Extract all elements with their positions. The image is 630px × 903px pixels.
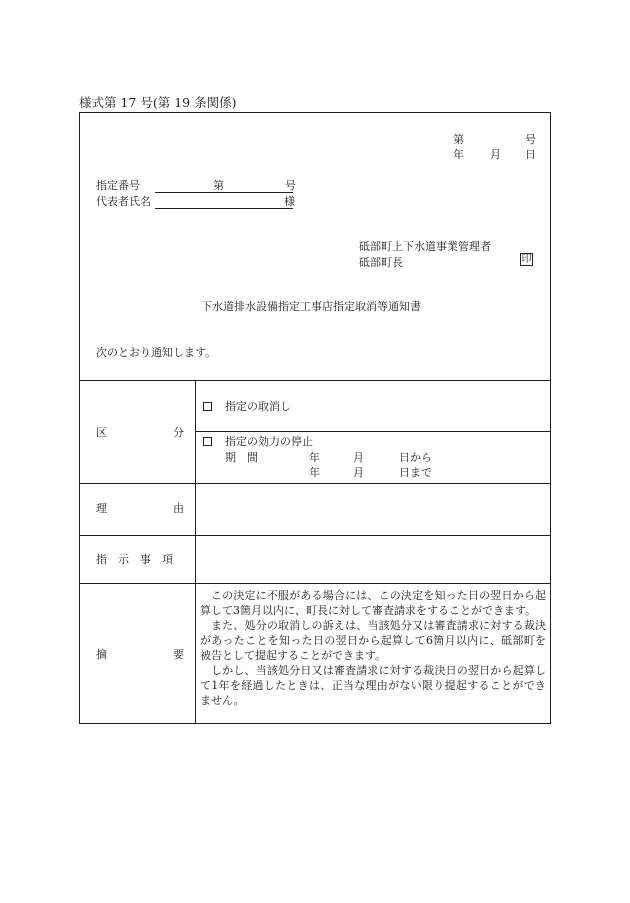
period-label: 期 間 bbox=[225, 451, 258, 464]
reason-label: 理 由 bbox=[96, 502, 184, 515]
designation-no-suffix: 号 bbox=[285, 179, 296, 192]
issue-no-suffix: 号 bbox=[525, 133, 536, 146]
designation-no-prefix: 第 bbox=[213, 179, 224, 192]
representative-name-label: 代表者氏名 bbox=[96, 195, 151, 208]
row-divider-reason bbox=[79, 483, 551, 484]
period-to-day: 日まで bbox=[399, 466, 432, 479]
designation-no-label: 指定番号 bbox=[96, 179, 140, 192]
form-number-label: 様式第 17 号(第 19 条関係) bbox=[79, 95, 237, 110]
issue-day: 日 bbox=[525, 148, 536, 161]
summary-text bbox=[200, 588, 546, 708]
issue-year: 年 bbox=[453, 148, 464, 161]
summary-label: 摘 要 bbox=[96, 648, 184, 661]
issuer-line-1: 砥部町上下水道事業管理者 bbox=[359, 240, 491, 253]
summary-paragraph: しかし、当該処分日又は審査請求に対する裁決日の翌日から起算して1年を経過したときは、正当な理由がない限り提起することができません。 bbox=[200, 664, 546, 707]
issuer-line-2: 砥部町長 bbox=[359, 256, 403, 269]
revocation-checkbox[interactable] bbox=[203, 402, 212, 411]
period-from-day: 日から bbox=[399, 451, 432, 464]
option-revocation-label: 指定の取消し bbox=[225, 400, 291, 413]
summary-paragraph: また、処分の取消しの訴えは、当該処分又は審査請求に対する裁決があったことを知った日の翌日から起算して6箇月以内に、砥部町を被告として提起することができます。 bbox=[200, 619, 546, 662]
category-label: 区 分 bbox=[96, 426, 184, 439]
intro-text: 次のとおり通知します。 bbox=[96, 346, 217, 359]
row-divider-summary bbox=[79, 583, 551, 584]
instructions-label: 指 示 事 項 bbox=[96, 553, 173, 566]
designation-no-underline bbox=[155, 192, 293, 193]
issue-no-prefix: 第 bbox=[453, 133, 464, 146]
seal-mark: 印 bbox=[521, 254, 532, 265]
period-to-month: 月 bbox=[353, 466, 364, 479]
category-option-divider bbox=[195, 431, 551, 432]
table-top-rule bbox=[79, 380, 551, 381]
row-divider-instructions bbox=[79, 535, 551, 536]
period-from-month: 月 bbox=[353, 451, 364, 464]
document-title: 下水道排水設備指定工事店指定取消等通知書 bbox=[201, 300, 421, 313]
representative-name-underline bbox=[155, 208, 293, 209]
period-from-year: 年 bbox=[309, 451, 320, 464]
option-suspension-label: 指定の効力の停止 bbox=[225, 435, 313, 448]
summary-paragraph: この決定に不服がある場合には、この決定を知った日の翌日から起算して3箇月以内に、町長に対して審査請求をすることができます。 bbox=[200, 589, 546, 617]
suspension-checkbox[interactable] bbox=[203, 437, 212, 446]
period-to-year: 年 bbox=[309, 466, 320, 479]
issue-month: 月 bbox=[490, 148, 501, 161]
honorific-sama: 様 bbox=[284, 195, 295, 208]
